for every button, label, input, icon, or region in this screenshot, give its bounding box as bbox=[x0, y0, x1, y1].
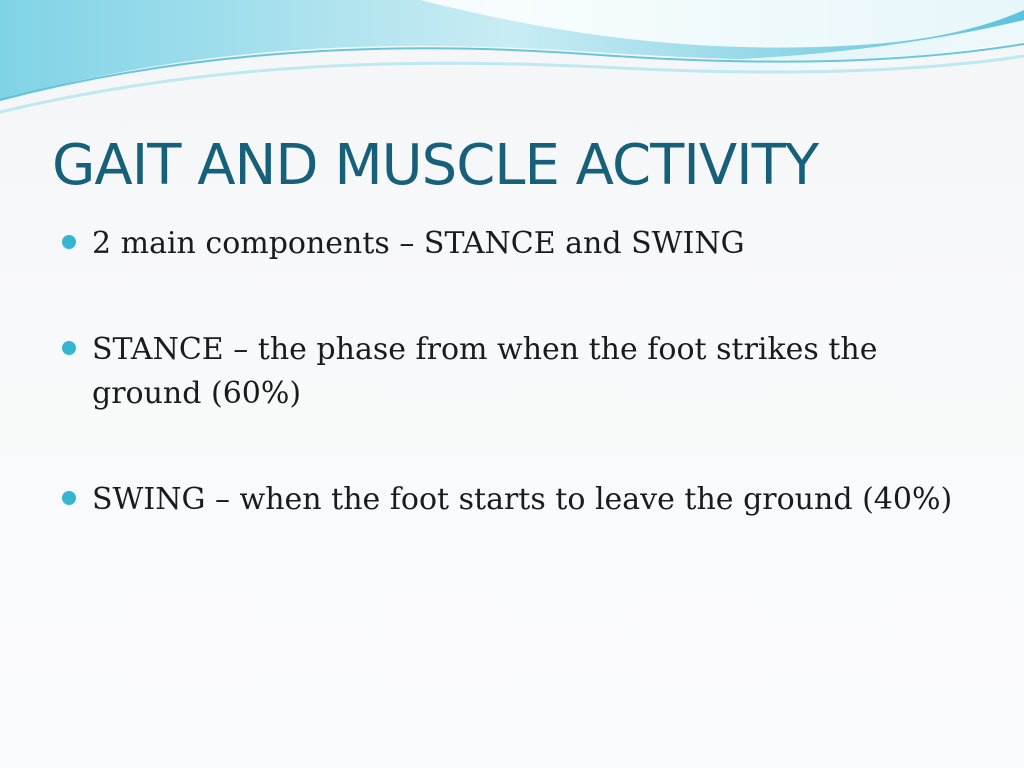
bullet-item bbox=[62, 222, 962, 266]
bullet-dot-icon bbox=[62, 491, 76, 505]
bullet-text: 2 main components – STANCE and SWING bbox=[92, 226, 745, 261]
bullet-dot-icon bbox=[62, 235, 76, 249]
header-wave-decoration bbox=[0, 0, 1024, 130]
slide-title: GAIT AND MUSCLE ACTIVITY bbox=[52, 133, 819, 198]
bullet-dot-icon bbox=[62, 341, 76, 355]
bullet-item bbox=[62, 328, 962, 416]
bullet-list bbox=[62, 222, 962, 522]
bullet-item bbox=[62, 478, 962, 522]
bullet-text: STANCE – the phase from when the foot strikes the ground (60%) bbox=[92, 332, 878, 411]
bullet-text: SWING – when the foot starts to leave the ground (40%) bbox=[92, 482, 953, 517]
